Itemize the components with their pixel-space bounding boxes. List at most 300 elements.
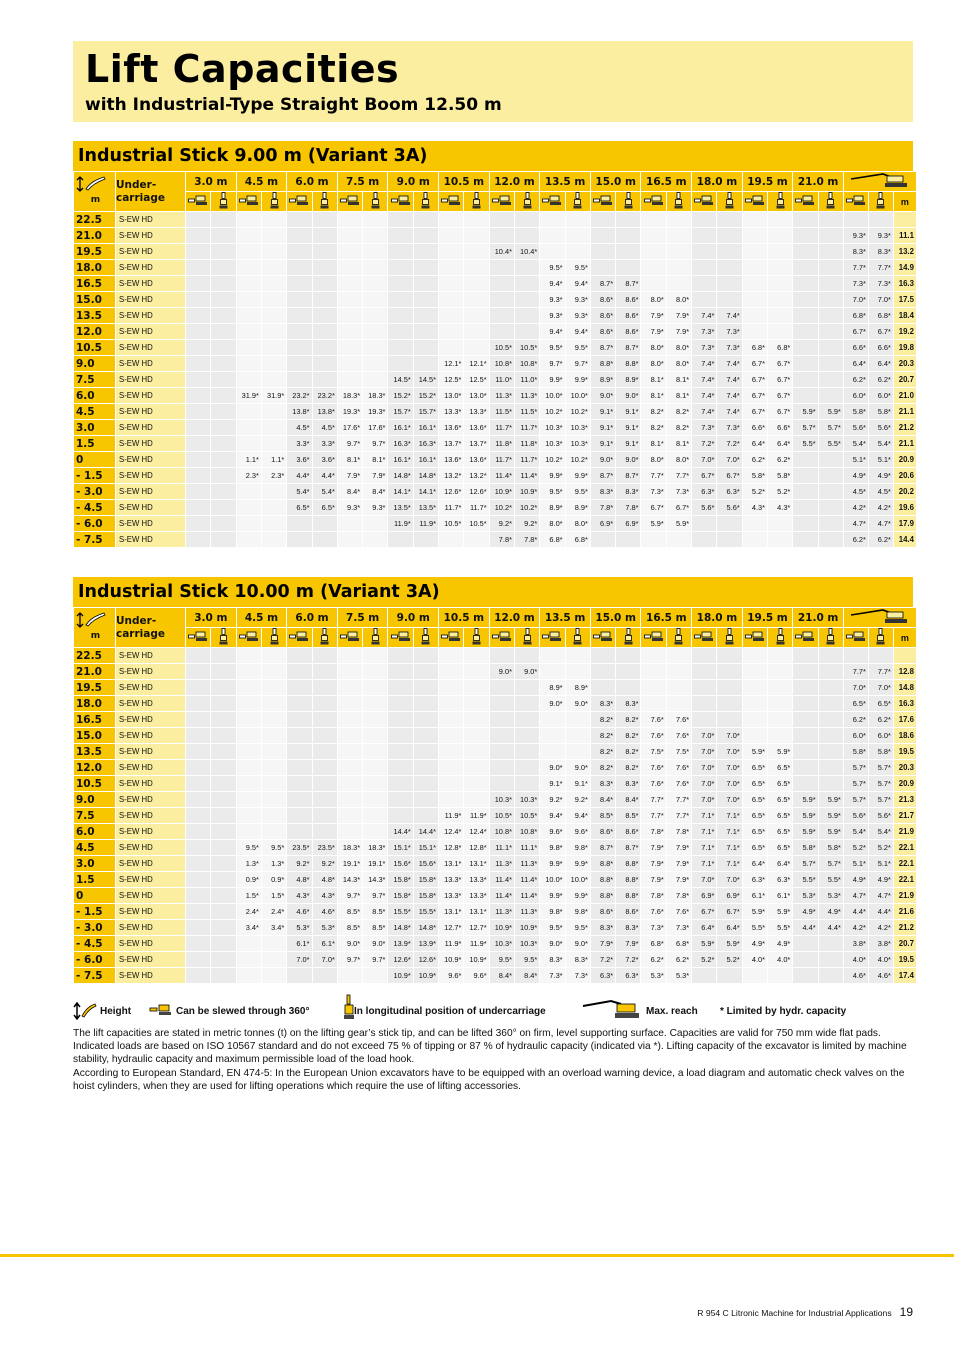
capacity-cell bbox=[717, 276, 742, 292]
capacity-cell bbox=[312, 968, 337, 984]
capacity-cell: 6.9* bbox=[616, 516, 641, 532]
capacity-cell bbox=[793, 680, 818, 696]
table-row bbox=[74, 648, 917, 664]
capacity-cell bbox=[287, 516, 312, 532]
max-reach-capacity-cell: 5.8* bbox=[843, 404, 868, 420]
capacity-cell: 6.3* bbox=[717, 484, 742, 500]
capacity-cell bbox=[186, 792, 211, 808]
undercarriage-cell: S-EW HD bbox=[116, 500, 186, 516]
capacity-cell bbox=[742, 648, 767, 664]
capacity-cell bbox=[439, 276, 464, 292]
capacity-cell bbox=[261, 776, 286, 792]
capacity-cell bbox=[439, 792, 464, 808]
capacity-cell bbox=[818, 228, 843, 244]
capacity-cell: 6.3* bbox=[616, 968, 641, 984]
capacity-cell bbox=[186, 292, 211, 308]
slew-icon bbox=[742, 628, 767, 648]
max-reach-capacity-cell: 4.4* bbox=[868, 904, 893, 920]
capacity-cell: 10.9* bbox=[413, 968, 438, 984]
capacity-cell: 6.8* bbox=[768, 340, 793, 356]
capacity-cell bbox=[413, 260, 438, 276]
capacity-cell bbox=[565, 244, 590, 260]
capacity-cell bbox=[312, 712, 337, 728]
undercarriage-cell: S-EW HD bbox=[116, 436, 186, 452]
capacity-cell bbox=[413, 680, 438, 696]
capacity-cell: 7.9* bbox=[641, 324, 666, 340]
capacity-cell: 5.8* bbox=[768, 468, 793, 484]
capacity-cell bbox=[186, 968, 211, 984]
capacity-cell: 9.9* bbox=[540, 856, 565, 872]
capacity-cell: 13.6* bbox=[464, 420, 489, 436]
undercarriage-cell: S-EW HD bbox=[116, 920, 186, 936]
undercarriage-cell: S-EW HD bbox=[116, 324, 186, 340]
capacity-cell: 7.1* bbox=[717, 856, 742, 872]
capacity-cell: 7.0* bbox=[717, 744, 742, 760]
capacity-cell bbox=[186, 324, 211, 340]
capacity-cell: 9.3* bbox=[565, 308, 590, 324]
height-cell: 12.0 bbox=[74, 324, 116, 340]
capacity-cell: 10.2* bbox=[514, 500, 539, 516]
height-cell: 0 bbox=[74, 452, 116, 468]
max-reach-capacity-cell: 6.8* bbox=[868, 308, 893, 324]
capacity-cell: 8.3* bbox=[565, 952, 590, 968]
capacity-cell: 11.9* bbox=[388, 516, 413, 532]
table-row bbox=[74, 808, 917, 824]
capacity-cell bbox=[388, 696, 413, 712]
capacity-cell bbox=[337, 212, 362, 228]
max-reach-capacity-cell: 4.0* bbox=[868, 952, 893, 968]
capacity-cell: 10.2* bbox=[565, 404, 590, 420]
capacity-cell: 9.4* bbox=[540, 276, 565, 292]
capacity-cell bbox=[363, 776, 388, 792]
capacity-cell bbox=[818, 532, 843, 548]
capacity-cell: 16.3* bbox=[413, 436, 438, 452]
capacity-cell: 4.5* bbox=[312, 420, 337, 436]
capacity-cell: 15.6* bbox=[413, 856, 438, 872]
capacity-cell bbox=[489, 648, 514, 664]
capacity-cell: 14.8* bbox=[388, 920, 413, 936]
capacity-cell bbox=[717, 712, 742, 728]
capacity-cell bbox=[312, 744, 337, 760]
capacity-cell bbox=[261, 308, 286, 324]
capacity-cell: 13.9* bbox=[388, 936, 413, 952]
capacity-cell: 15.2* bbox=[388, 388, 413, 404]
capacity-cell: 7.2* bbox=[590, 952, 615, 968]
max-reach-capacity-cell: 5.8* bbox=[868, 744, 893, 760]
capacity-cell: 7.8* bbox=[514, 532, 539, 548]
capacity-cell bbox=[312, 760, 337, 776]
capacity-cell bbox=[186, 712, 211, 728]
capacity-cell: 8.2* bbox=[590, 712, 615, 728]
capacity-cell: 8.7* bbox=[616, 340, 641, 356]
capacity-cell: 9.0* bbox=[590, 452, 615, 468]
capacity-cell: 9.5* bbox=[514, 952, 539, 968]
capacity-cell bbox=[540, 712, 565, 728]
undercarriage-cell: S-EW HD bbox=[116, 372, 186, 388]
capacity-cell bbox=[489, 276, 514, 292]
capacity-cell bbox=[641, 696, 666, 712]
capacity-cell bbox=[641, 228, 666, 244]
capacity-cell: 7.0* bbox=[692, 760, 717, 776]
capacity-cell: 10.2* bbox=[540, 452, 565, 468]
capacity-cell: 7.1* bbox=[692, 840, 717, 856]
capacity-cell bbox=[261, 792, 286, 808]
capacity-cell: 10.3* bbox=[514, 792, 539, 808]
capacity-cell: 3.6* bbox=[312, 452, 337, 468]
capacity-cell: 6.4* bbox=[768, 856, 793, 872]
table-row bbox=[74, 516, 917, 532]
capacity-cell bbox=[818, 468, 843, 484]
max-reach-cell: 21.0 bbox=[893, 388, 916, 404]
capacity-cell: 14.5* bbox=[413, 372, 438, 388]
capacity-cell bbox=[388, 532, 413, 548]
capacity-cell bbox=[186, 436, 211, 452]
capacity-cell bbox=[768, 728, 793, 744]
capacity-cell bbox=[717, 228, 742, 244]
capacity-cell bbox=[287, 696, 312, 712]
height-arrow-icon bbox=[76, 176, 115, 194]
max-reach-capacity-cell: 4.5* bbox=[868, 484, 893, 500]
max-reach-cell: 13.2 bbox=[893, 244, 916, 260]
capacity-cell bbox=[211, 776, 236, 792]
capacity-cell bbox=[413, 648, 438, 664]
capacity-cell bbox=[793, 728, 818, 744]
undercarriage-cell: S-EW HD bbox=[116, 404, 186, 420]
height-cell: 13.5 bbox=[74, 744, 116, 760]
max-reach-cell: 21.3 bbox=[893, 792, 916, 808]
capacity-cell bbox=[186, 648, 211, 664]
capacity-cell bbox=[287, 356, 312, 372]
capacity-cell: 3.6* bbox=[287, 452, 312, 468]
longitudinal-icon bbox=[363, 628, 388, 648]
capacity-cell: 3.4* bbox=[261, 920, 286, 936]
slew-icon bbox=[793, 192, 818, 212]
capacity-cell bbox=[236, 516, 261, 532]
capacity-cell: 5.9* bbox=[793, 404, 818, 420]
radius-header: 6.0 m bbox=[287, 172, 338, 192]
capacity-cell: 4.0* bbox=[742, 952, 767, 968]
capacity-cell: 7.1* bbox=[717, 808, 742, 824]
capacity-cell: 9.1* bbox=[590, 436, 615, 452]
capacity-cell bbox=[211, 212, 236, 228]
capacity-cell: 9.2* bbox=[565, 792, 590, 808]
capacity-cell: 6.2* bbox=[768, 452, 793, 468]
capacity-cell: 10.9* bbox=[464, 952, 489, 968]
capacity-cell bbox=[413, 308, 438, 324]
capacity-cell bbox=[464, 340, 489, 356]
capacity-cell: 6.3* bbox=[692, 484, 717, 500]
capacity-cell: 7.0* bbox=[692, 792, 717, 808]
capacity-cell bbox=[186, 856, 211, 872]
capacity-cell bbox=[818, 292, 843, 308]
height-cell: 1.5 bbox=[74, 436, 116, 452]
capacity-cell bbox=[261, 712, 286, 728]
max-reach-capacity-cell: 3.8* bbox=[843, 936, 868, 952]
max-reach-capacity-cell bbox=[868, 648, 893, 664]
longitudinal-icon bbox=[666, 628, 691, 648]
capacity-cell bbox=[388, 228, 413, 244]
capacity-cell bbox=[489, 744, 514, 760]
capacity-cell: 13.3* bbox=[464, 872, 489, 888]
capacity-cell: 6.7* bbox=[768, 388, 793, 404]
capacity-cell: 6.2* bbox=[641, 952, 666, 968]
capacity-cell: 5.9* bbox=[768, 744, 793, 760]
capacity-cell: 9.3* bbox=[540, 308, 565, 324]
capacity-cell: 7.9* bbox=[666, 324, 691, 340]
capacity-cell: 8.3* bbox=[540, 952, 565, 968]
capacity-cell bbox=[768, 276, 793, 292]
capacity-cell bbox=[388, 680, 413, 696]
capacity-cell: 5.2* bbox=[768, 484, 793, 500]
capacity-cell bbox=[742, 292, 767, 308]
capacity-cell bbox=[793, 308, 818, 324]
capacity-cell: 4.3* bbox=[768, 500, 793, 516]
max-reach-capacity-cell: 7.0* bbox=[843, 680, 868, 696]
capacity-cell: 9.7* bbox=[363, 952, 388, 968]
capacity-cell bbox=[236, 340, 261, 356]
slew-icon bbox=[641, 628, 666, 648]
capacity-cell: 4.6* bbox=[312, 904, 337, 920]
capacity-cell: 8.3* bbox=[616, 696, 641, 712]
capacity-cell: 18.3* bbox=[337, 388, 362, 404]
capacity-cell bbox=[464, 744, 489, 760]
slew-icon bbox=[186, 192, 211, 212]
capacity-cell: 12.5* bbox=[464, 372, 489, 388]
table-row bbox=[74, 436, 917, 452]
max-reach-cell: 22.1 bbox=[893, 840, 916, 856]
capacity-cell bbox=[742, 308, 767, 324]
capacity-cell bbox=[211, 856, 236, 872]
capacity-cell bbox=[211, 468, 236, 484]
undercarriage-label: carriage bbox=[116, 627, 165, 640]
capacity-cell bbox=[236, 324, 261, 340]
capacity-cell: 7.3* bbox=[717, 324, 742, 340]
capacity-cell bbox=[666, 696, 691, 712]
capacity-cell bbox=[439, 744, 464, 760]
capacity-cell: 8.4* bbox=[514, 968, 539, 984]
capacity-cell bbox=[236, 292, 261, 308]
capacity-cell: 10.0* bbox=[540, 872, 565, 888]
capacity-cell bbox=[666, 212, 691, 228]
capacity-cell: 6.9* bbox=[717, 888, 742, 904]
header-row bbox=[74, 172, 917, 192]
capacity-cell bbox=[742, 516, 767, 532]
capacity-cell: 10.0* bbox=[565, 872, 590, 888]
height-header bbox=[74, 608, 116, 648]
table-row bbox=[74, 228, 917, 244]
capacity-cell: 7.2* bbox=[692, 436, 717, 452]
capacity-cell: 5.3* bbox=[793, 888, 818, 904]
capacity-cell bbox=[590, 680, 615, 696]
height-cell: 6.0 bbox=[74, 388, 116, 404]
capacity-cell bbox=[363, 792, 388, 808]
capacity-cell: 7.8* bbox=[641, 888, 666, 904]
capacity-cell bbox=[717, 680, 742, 696]
slew-icon bbox=[236, 192, 261, 212]
longitudinal-icon bbox=[768, 192, 793, 212]
max-reach-cell: 18.6 bbox=[893, 728, 916, 744]
capacity-cell bbox=[236, 308, 261, 324]
capacity-cell bbox=[363, 340, 388, 356]
undercarriage-cell: S-EW HD bbox=[116, 468, 186, 484]
capacity-cell bbox=[464, 696, 489, 712]
capacity-cell bbox=[413, 532, 438, 548]
max-reach-cell: 21.2 bbox=[893, 920, 916, 936]
capacity-cell: 9.7* bbox=[337, 952, 362, 968]
capacity-cell bbox=[363, 760, 388, 776]
capacity-cell: 14.4* bbox=[388, 824, 413, 840]
capacity-cell bbox=[186, 420, 211, 436]
undercarriage-cell: S-EW HD bbox=[116, 292, 186, 308]
capacity-cell bbox=[514, 776, 539, 792]
capacity-cell bbox=[565, 728, 590, 744]
max-reach-cell: 20.9 bbox=[893, 776, 916, 792]
max-reach-capacity-cell: 5.7* bbox=[868, 776, 893, 792]
capacity-cell bbox=[287, 244, 312, 260]
capacity-cell: 13.0* bbox=[464, 388, 489, 404]
capacity-cell bbox=[514, 760, 539, 776]
capacity-cell bbox=[312, 516, 337, 532]
capacity-cell bbox=[768, 664, 793, 680]
capacity-cell: 4.3* bbox=[287, 888, 312, 904]
capacity-cell: 6.6* bbox=[742, 420, 767, 436]
capacity-cell: 9.8* bbox=[565, 840, 590, 856]
capacity-cell: 6.5* bbox=[312, 500, 337, 516]
capacity-cell: 11.4* bbox=[489, 468, 514, 484]
height-cell: - 3.0 bbox=[74, 484, 116, 500]
max-reach-capacity-cell: 6.6* bbox=[843, 340, 868, 356]
undercarriage-cell: S-EW HD bbox=[116, 648, 186, 664]
capacity-cell bbox=[413, 340, 438, 356]
undercarriage-cell: S-EW HD bbox=[116, 276, 186, 292]
capacity-cell: 10.8* bbox=[489, 356, 514, 372]
capacity-cell bbox=[489, 776, 514, 792]
capacity-cell: 19.1* bbox=[363, 856, 388, 872]
capacity-cell: 11.5* bbox=[514, 404, 539, 420]
capacity-cell: 12.1* bbox=[464, 356, 489, 372]
undercarriage-cell: S-EW HD bbox=[116, 340, 186, 356]
slew-icon bbox=[186, 628, 211, 648]
capacity-cell bbox=[211, 648, 236, 664]
longitudinal-icon bbox=[211, 192, 236, 212]
capacity-cell bbox=[565, 712, 590, 728]
capacity-cell bbox=[540, 728, 565, 744]
capacity-cell: 12.7* bbox=[439, 920, 464, 936]
undercarriage-label: Under- bbox=[116, 178, 157, 191]
capacity-cell: 8.9* bbox=[540, 680, 565, 696]
capacity-cell: 4.8* bbox=[312, 872, 337, 888]
capacity-cell bbox=[236, 744, 261, 760]
capacity-cell: 11.7* bbox=[514, 452, 539, 468]
capacity-cell: 3.3* bbox=[312, 436, 337, 452]
capacity-cell bbox=[413, 696, 438, 712]
section-title: Industrial Stick 9.00 m (Variant 3A) bbox=[73, 141, 913, 171]
capacity-cell bbox=[363, 292, 388, 308]
capacity-cell bbox=[363, 680, 388, 696]
capacity-cell bbox=[489, 228, 514, 244]
capacity-cell: 10.3* bbox=[489, 936, 514, 952]
capacity-cell bbox=[793, 500, 818, 516]
capacity-cell: 8.6* bbox=[616, 324, 641, 340]
capacity-cell: 10.2* bbox=[565, 452, 590, 468]
capacity-cell bbox=[717, 532, 742, 548]
capacity-cell bbox=[236, 952, 261, 968]
capacity-cell bbox=[565, 744, 590, 760]
capacity-cell bbox=[388, 712, 413, 728]
capacity-cell: 9.8* bbox=[540, 840, 565, 856]
capacity-cell bbox=[666, 648, 691, 664]
capacity-cell: 11.3* bbox=[514, 388, 539, 404]
capacity-cell bbox=[717, 244, 742, 260]
lift-capacity-table bbox=[73, 171, 917, 548]
capacity-cell: 11.3* bbox=[489, 904, 514, 920]
capacity-cell: 7.9* bbox=[666, 872, 691, 888]
max-reach-capacity-cell: 5.6* bbox=[843, 808, 868, 824]
capacity-cell bbox=[464, 532, 489, 548]
capacity-cell bbox=[337, 260, 362, 276]
capacity-cell bbox=[413, 324, 438, 340]
capacity-cell: 7.0* bbox=[717, 776, 742, 792]
capacity-cell: 7.9* bbox=[616, 936, 641, 952]
capacity-cell: 8.5* bbox=[337, 920, 362, 936]
capacity-cell bbox=[590, 664, 615, 680]
max-reach-cell bbox=[893, 648, 916, 664]
capacity-cell bbox=[261, 228, 286, 244]
capacity-cell: 5.5* bbox=[818, 872, 843, 888]
capacity-cell: 15.8* bbox=[388, 888, 413, 904]
undercarriage-cell: S-EW HD bbox=[116, 712, 186, 728]
capacity-cell: 4.4* bbox=[312, 468, 337, 484]
radius-header: 13.5 m bbox=[540, 172, 591, 192]
capacity-cell: 9.5* bbox=[565, 920, 590, 936]
capacity-cell: 2.4* bbox=[261, 904, 286, 920]
capacity-cell bbox=[236, 968, 261, 984]
capacity-cell bbox=[211, 888, 236, 904]
max-reach-capacity-cell: 3.8* bbox=[868, 936, 893, 952]
capacity-cell: 7.9* bbox=[641, 308, 666, 324]
capacity-cell: 8.2* bbox=[590, 744, 615, 760]
capacity-cell: 7.9* bbox=[666, 856, 691, 872]
capacity-cell bbox=[692, 664, 717, 680]
capacity-cell bbox=[439, 292, 464, 308]
capacity-cell: 6.3* bbox=[742, 872, 767, 888]
capacity-cell: 6.7* bbox=[641, 500, 666, 516]
longitudinal-icon bbox=[363, 192, 388, 212]
capacity-cell bbox=[818, 680, 843, 696]
footer-rule bbox=[0, 1254, 954, 1257]
radius-header: 19.5 m bbox=[742, 172, 793, 192]
capacity-cell bbox=[186, 744, 211, 760]
capacity-cell bbox=[439, 308, 464, 324]
capacity-cell: 7.8* bbox=[641, 824, 666, 840]
capacity-cell bbox=[692, 648, 717, 664]
capacity-cell bbox=[768, 712, 793, 728]
capacity-cell: 9.0* bbox=[565, 760, 590, 776]
capacity-cell bbox=[413, 776, 438, 792]
max-reach-header bbox=[843, 172, 916, 192]
capacity-cell: 9.0* bbox=[565, 936, 590, 952]
undercarriage-cell: S-EW HD bbox=[116, 228, 186, 244]
capacity-cell: 9.3* bbox=[565, 292, 590, 308]
capacity-cell bbox=[337, 356, 362, 372]
capacity-cell bbox=[211, 356, 236, 372]
capacity-cell: 7.8* bbox=[489, 532, 514, 548]
capacity-cell bbox=[287, 292, 312, 308]
max-reach-capacity-cell: 5.2* bbox=[843, 840, 868, 856]
capacity-cell bbox=[337, 824, 362, 840]
capacity-cell: 5.9* bbox=[742, 744, 767, 760]
capacity-cell: 9.0* bbox=[514, 664, 539, 680]
